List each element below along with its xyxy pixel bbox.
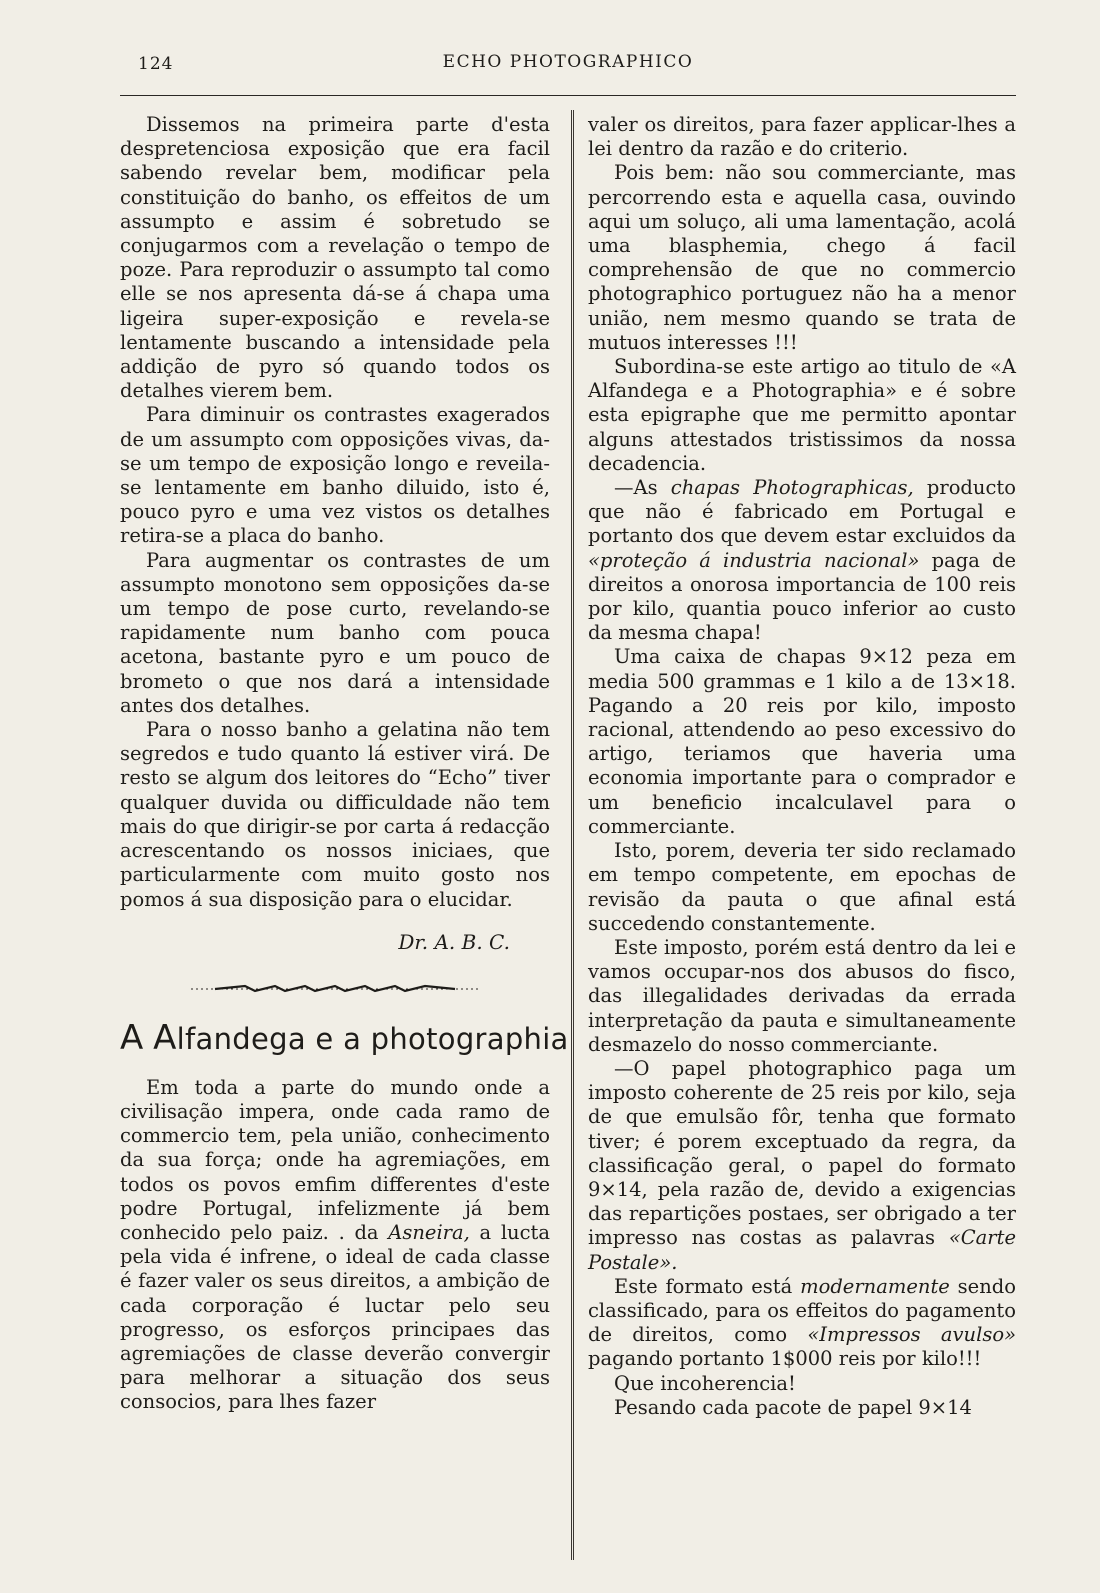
page-number: 124: [138, 54, 174, 74]
text-run: sendo classificado, para os effeitos do pagamento de direitos, como: [588, 1274, 1016, 1347]
paragraph: [588, 476, 1016, 645]
paragraph: Isto, porem, deveria ter sido reclamado em tempo competente, em epochas de revisão da pauta o que afinal está succedendo constantemente.: [588, 839, 1016, 935]
text-run: producto que não é fabricado em Portugal e portanto dos que devem estar excluidos da: [588, 476, 1016, 548]
paragraph: [588, 1057, 1016, 1275]
text-run: a lucta pela vida é infrene, o ideal de cada classe é fazer valer os seus direitos, a ambição de cada corporação é luctar pelo seu progresso, os esforços principaes das agremiações de classe deverão convergir para melhorar a situação dos seus consocios, para lhes fazer: [120, 1220, 550, 1414]
article-title: [120, 1017, 569, 1058]
paragraph: Para augmentar os contrastes de um assumpto monotono sem opposições da-se um tempo de pose curto, revelando-se rapidamente num banho com pouca acetona, bastante pyro e um pouco de brometo o que nos dará a intensidade antes dos detalhes.: [120, 548, 550, 717]
text-run: —As: [614, 476, 671, 500]
title-space: [144, 1022, 154, 1056]
page-header: [120, 50, 1016, 80]
right-column: [588, 113, 1016, 1420]
paragraph: [120, 1076, 550, 1415]
paragraph: Dissemos na primeira parte d'esta despretenciosa exposição que era facil sabendo revelar bem, modificar pela constituição do banho, os effeitos de um assumpto e assim é sobretudo se conjugarmos com a revelação o tempo de poze. Para reproduzir o assumpto tal como elle se nos apresenta dá-se á chapa uma ligeira super-exposição e revela-se lentamente buscando a intensidade pela addição de pyro só quando todos os detalhes vierem bem.: [120, 113, 550, 403]
paragraph: Para o nosso banho a gelatina não tem segredos e tudo quanto lá estiver virá. De resto se algum dos leitores do “Echo” tiver qualquer duvida ou difficuldade não tem mais do que dirigir-se por carta á redacção acrescentando os nossos iniciaes, que particularmente com muito gosto nos pomos á sua disposição para o elucidar.: [120, 718, 550, 911]
text-run: paga de direitos a onorosa importancia de 100 reis por kilo, quantia pouco inferior ao custo da mesma chapa!: [588, 548, 1016, 645]
italic-run: «proteção á industria nacional»: [588, 548, 920, 572]
title-initial-2: A: [153, 1017, 177, 1058]
paragraph: Pesando cada pacote de papel 9×14: [614, 1395, 972, 1419]
running-title: ECHO PHOTOGRAPHICO: [442, 52, 694, 72]
header-rule: [120, 95, 1016, 96]
ornament-divider-icon: [185, 982, 485, 996]
column-divider: [571, 110, 574, 1560]
paragraph: Subordina-se este artigo ao titulo de «A Alfandega e a Photographia» e é sobre esta epigraphe que me permitto apontar alguns attestados tristissimos da nossa decadencia.: [588, 355, 1016, 475]
italic-run: Asneira,: [388, 1220, 470, 1244]
text-run: Este formato está: [614, 1274, 801, 1298]
italic-run: «Carte Postale».: [588, 1226, 1016, 1274]
text-run: Em toda a parte do mundo onde a civilisação impera, onde cada ramo de commercio tem, pela união, conhecimento da sua força; onde ha agremiações, em todos os povos emfim differentes d'este podre Portugal, infelizmente já bem conhecido pelo paiz. . da: [120, 1075, 550, 1244]
italic-run: chapas Photographicas,: [670, 476, 914, 500]
paragraph: Este imposto, porém está dentro da lei e vamos occupar-nos dos abusos do fisco, das illegalidades derivadas da errada interpretação da pauta e simultaneamente desmazelo do nosso commerciante.: [588, 935, 1016, 1056]
left-column: [120, 113, 569, 1415]
text-run: —O papel photographico paga um imposto coherente de 25 reis por kilo, seja de que emulsão fôr, tenha que formato tiver; é porem exceptuado da regra, da classificação geral, o papel do formato 9×14, pela razão de, devido a exigencias das repartições postaes, ser obrigado a ter impresso nas costas as palavras: [588, 1056, 1016, 1250]
title-initial: A: [120, 1017, 144, 1058]
paragraph: Para diminuir os contrastes exagerados de um assumpto com opposições vivas, da-se um tempo de exposição longo e reveila-se lentamente em banho diluido, isto é, pouco pyro e uma vez vistos os detalhes retira-se a placa do banho.: [120, 403, 550, 548]
paragraph: Pois bem: não sou commerciante, mas percorrendo esta e aquella casa, ouvindo aqui um soluço, ali uma lamentação, acolá uma blasphemia, chego á facil comprehensão de que no commercio photographico portuguez não ha a menor união, nem mesmo quando se trata de mutuos interesses !!!: [588, 161, 1016, 354]
italic-run: modernamente: [800, 1274, 950, 1298]
paragraph: [588, 1275, 1016, 1372]
paragraph: valer os direitos, para fazer applicar-lhes a lei dentro da razão e do criterio.: [588, 113, 1016, 161]
italic-run: «Impressos avulso»: [807, 1323, 1017, 1347]
text-run: pagando portanto 1$000 reis por kilo!!!: [588, 1347, 982, 1371]
author-signature: Dr. A. B. C.: [398, 929, 510, 954]
paragraph: Que incoherencia!: [614, 1371, 796, 1395]
paragraph: Uma caixa de chapas 9×12 peza em media 500 grammas e 1 kilo a de 13×18. Pagando a 20 reis por kilo, imposto racional, attendendo ao peso excessivo do artigo, teriamos que haveria uma economia importante para o comprador e um beneficio incalculavel para o commerciante.: [588, 645, 1016, 838]
title-text: lfandega e a photographia: [176, 1021, 569, 1056]
